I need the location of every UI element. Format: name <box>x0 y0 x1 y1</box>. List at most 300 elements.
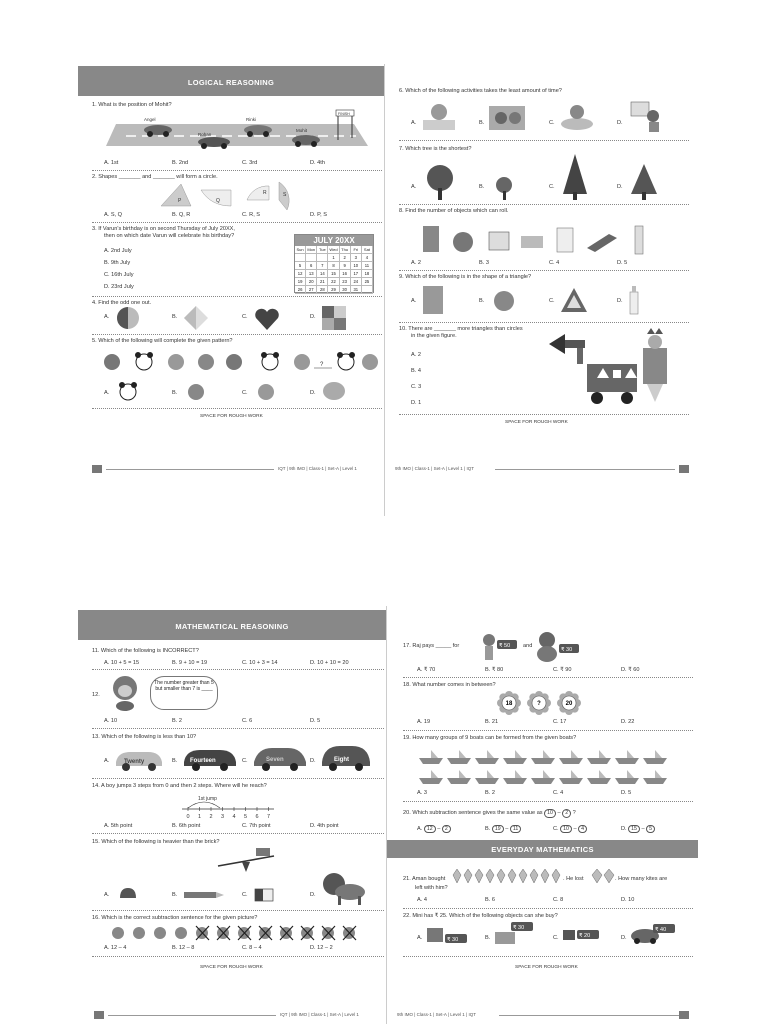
option-a[interactable]: A. 10 + 5 = 15 <box>104 660 140 666</box>
question-separator <box>92 222 382 223</box>
calendar-day: 29 <box>328 286 339 294</box>
car-label: Twenty <box>124 759 145 765</box>
question-20: 20. Which subtraction sentence gives the same value as 10 – 2 ? <box>403 810 576 816</box>
jump-label: 1st jump <box>198 796 217 802</box>
boat-sail <box>459 770 466 778</box>
bottle-icon <box>629 286 639 314</box>
option-a[interactable]: A. <box>104 390 110 396</box>
option-a[interactable]: A. 5th point <box>104 823 133 829</box>
calendar-weekday: Sat <box>362 246 373 254</box>
pencil-icon <box>184 890 224 900</box>
question-separator <box>92 296 382 297</box>
boat-sail <box>599 770 606 778</box>
panda-icon <box>261 352 279 370</box>
boat-sail <box>487 750 494 758</box>
option-a[interactable]: A. S, Q <box>104 212 123 218</box>
option-b[interactable]: B. 6th point <box>172 823 201 829</box>
boat-icon <box>475 778 499 784</box>
boat-icon <box>475 758 499 764</box>
crossed-object-icon <box>322 926 335 940</box>
flower-sequence-illustration <box>495 690 585 716</box>
calendar-day: 26 <box>295 286 306 294</box>
number-circle: 10 <box>544 809 556 818</box>
option-d[interactable]: D. 5 <box>310 718 321 724</box>
kite-icon <box>464 869 472 883</box>
calendar-day: 30 <box>340 286 351 294</box>
calendar-day: 9 <box>340 262 351 270</box>
option-b[interactable]: B. 21 <box>485 719 499 725</box>
calendar-day: 4 <box>362 254 373 262</box>
boat-sail <box>571 750 578 758</box>
question-separator <box>399 322 689 323</box>
calendar-day <box>362 286 373 294</box>
question-5: 5. Which of the following will complete the given pattern? <box>92 338 233 344</box>
calendar-title: JULY 20XX <box>295 235 373 246</box>
calendar-day: 22 <box>328 278 339 286</box>
question-21: 21. Aman bought <box>403 876 446 882</box>
number-line-label: 2 <box>209 814 213 820</box>
racer-name: Rohan <box>198 132 212 137</box>
section-banner-logical-reasoning: LOGICAL REASONING <box>78 66 384 96</box>
kite-icon <box>552 869 560 883</box>
car-icon <box>252 744 308 772</box>
boat-sail <box>627 750 634 758</box>
price-tag: ₹ 40 <box>655 927 667 933</box>
heart-icon <box>254 308 280 330</box>
option-c[interactable]: C. 7th point <box>242 823 271 829</box>
flower-number: 20 <box>565 701 573 707</box>
shape-label: S <box>283 192 287 198</box>
boat-sail <box>655 770 662 778</box>
teddy-with-price-tag-icon <box>535 630 583 662</box>
option-a[interactable]: A. 1st <box>104 160 119 166</box>
option-c[interactable]: C. <box>242 390 248 396</box>
car-label: Seven <box>266 757 284 763</box>
option-c[interactable]: C. <box>549 184 555 190</box>
boat-icon <box>503 778 527 784</box>
calendar-weekday: Mon <box>306 246 317 254</box>
calendar-day: 25 <box>362 278 373 286</box>
animal-pattern-illustration <box>102 348 372 376</box>
boat-icon <box>643 758 667 764</box>
footer-line <box>495 469 675 470</box>
squares-icon <box>322 306 346 330</box>
boats-grid-illustration <box>417 746 677 788</box>
flower-number: 18 <box>505 701 513 707</box>
activity-icon <box>421 102 457 132</box>
option-d[interactable]: D. <box>617 120 623 126</box>
option-d[interactable]: D. 22 <box>621 719 635 725</box>
option-b[interactable]: B. 9 + 10 = 19 <box>172 660 208 666</box>
item-with-price-tag-icon <box>563 924 607 946</box>
glass-icon <box>557 228 573 252</box>
option-c[interactable]: C. ₹ 90 <box>553 667 572 673</box>
car-label: Eight <box>334 757 349 763</box>
option-c[interactable]: C. 3rd <box>242 160 258 166</box>
elephant-icon <box>322 380 346 402</box>
option-d[interactable]: D. <box>617 184 623 190</box>
seesaw-with-brick-icon <box>216 846 276 874</box>
boat-sail <box>543 770 550 778</box>
question-separator <box>92 910 384 911</box>
book-icon <box>423 286 443 314</box>
page-footer: 9th IMO | Class-1 | Set-A | Level 1 | IQT <box>397 1012 476 1017</box>
boat-icon <box>559 778 583 784</box>
option-b[interactable]: B. 2 <box>172 718 182 724</box>
option-d[interactable]: D. <box>621 935 627 941</box>
car-label: Fourteen <box>190 758 216 764</box>
lion-icon <box>322 872 366 906</box>
calendar-weekday: Tue <box>317 246 328 254</box>
page-footer: IQT | 9th IMO | Class-1 | Set-A | Level 1 <box>280 1012 359 1017</box>
calendar-day: 17 <box>351 270 362 278</box>
option-d[interactable]: D. 10 <box>621 897 635 903</box>
option-c[interactable]: C. <box>242 892 248 898</box>
crossed-object-icon <box>238 926 251 940</box>
racer-name: Rinki <box>246 117 257 122</box>
question-22: 22. Mini has ₹ 25. Which of the following objects can she buy? <box>403 913 558 919</box>
question-separator <box>92 334 382 335</box>
calendar-day: 1 <box>328 254 339 262</box>
question-separator <box>403 677 693 678</box>
option-c[interactable]: C. 10 + 3 = 14 <box>242 660 278 666</box>
circle-pieces-illustration <box>161 182 311 212</box>
section-banner-everyday-mathematics: EVERYDAY MATHEMATICS <box>387 840 698 858</box>
question-14: 14. A boy jumps 3 steps from 0 and then 2 steps. Where will he reach? <box>92 783 267 789</box>
kite-icon <box>541 869 549 883</box>
object-icon <box>112 927 124 939</box>
calendar-weekday: Wed <box>329 247 338 252</box>
eraser-icon <box>254 888 274 902</box>
question-separator <box>399 270 689 271</box>
kite-icon <box>508 869 516 883</box>
option-a[interactable]: A. <box>411 120 417 126</box>
option-b[interactable]: B. 2nd <box>172 160 189 166</box>
question-3: 3. If Varun's birthday is on second Thursday of July 20XX, then on which date Varun will celebrate his birthday? <box>92 226 235 239</box>
option-c[interactable]: C. <box>553 935 559 941</box>
option-a[interactable]: A. 2 <box>411 352 421 358</box>
option-b[interactable]: B. <box>479 298 485 304</box>
question-separator <box>92 728 384 729</box>
option-c[interactable]: C. 4 <box>553 790 564 796</box>
calendar-day: 5 <box>295 262 306 270</box>
option-c[interactable]: C. 6 <box>242 718 253 724</box>
kite-icon <box>530 869 538 883</box>
footer-line <box>499 1015 679 1016</box>
calendar-day: 31 <box>351 286 362 294</box>
number-line-label: 0 <box>186 814 190 820</box>
option-c[interactable]: C. <box>549 120 555 126</box>
boat-icon <box>531 778 555 784</box>
number-flower-icon <box>497 691 521 715</box>
panda-icon <box>135 352 153 370</box>
price-tag: ₹ 20 <box>579 933 591 939</box>
question-13: 13. Which of the following is less than 10? <box>92 734 197 740</box>
race-track-illustration <box>106 110 376 156</box>
question-separator <box>92 669 384 670</box>
option-d[interactable]: D. 23rd July <box>104 284 134 290</box>
page2-right-column <box>387 606 698 1024</box>
question-2: 2. Shapes _______ and _______ will form a circle. <box>92 174 218 180</box>
crossed-objects-illustration <box>106 924 366 942</box>
footer-line <box>108 1015 276 1016</box>
q21-remaining: . How many kites are <box>615 876 668 882</box>
option-a[interactable]: A. <box>104 892 110 898</box>
page1-left-column <box>66 64 384 516</box>
question-18: 18. What number comes in between? <box>403 682 496 688</box>
calendar-day: 2 <box>340 254 351 262</box>
squirrel-icon <box>186 382 206 402</box>
kite-icon <box>497 869 505 883</box>
question-1: 1. What is the position of Mohit? <box>92 102 172 108</box>
item-with-price-tag-icon <box>427 924 471 946</box>
car-icon <box>320 742 372 772</box>
option-a[interactable]: A. <box>104 758 110 764</box>
option-b[interactable]: B. <box>479 120 485 126</box>
option-d[interactable]: D. ₹ 60 <box>621 667 640 673</box>
question-7: 7. Which tree is the shortest? <box>399 146 472 152</box>
option-a[interactable]: A. <box>104 314 110 320</box>
calendar-weekday: Thu <box>340 246 351 254</box>
option-b[interactable]: B. 19 – 11 <box>485 825 521 833</box>
option-b[interactable]: B. 9th July <box>104 260 131 266</box>
option-a[interactable]: A. 19 <box>417 719 431 725</box>
option-a[interactable]: A. <box>417 935 423 941</box>
page2-left-column <box>66 606 386 1024</box>
option-d[interactable]: D. 15 – 5 <box>621 825 655 833</box>
calendar-day: 8 <box>328 262 339 270</box>
boat-sail <box>487 770 494 778</box>
option-d[interactable]: D. P, S <box>310 212 327 218</box>
activity-icon <box>559 102 595 132</box>
calendar-day: 24 <box>351 278 362 286</box>
option-c[interactable]: C. R, S <box>242 212 261 218</box>
page-footer: 9th IMO | Class-1 | Set-A | Level 1 | IQT <box>395 466 474 471</box>
calendar-day: 11 <box>362 262 373 270</box>
shape-label: P <box>178 198 182 204</box>
number-circle: 2 <box>562 809 571 818</box>
kite-icon <box>486 869 494 883</box>
option-c[interactable]: C. 17 <box>553 719 567 725</box>
monkey-icon <box>110 674 140 710</box>
cap-icon <box>118 886 138 902</box>
option-d[interactable]: D. <box>617 298 623 304</box>
boat-icon <box>503 758 527 764</box>
calendar-day: 13 <box>306 270 317 278</box>
boat-sail <box>543 750 550 758</box>
boat-icon <box>643 778 667 784</box>
option-b[interactable]: B. ₹ 80 <box>485 667 504 673</box>
speech-bubble: The number greater than 5 but smaller than 7 is ____ <box>150 676 218 710</box>
exam-page-1 <box>66 64 698 516</box>
calendar-day <box>295 254 306 262</box>
option-c[interactable]: C. 10 – 4 <box>553 825 587 833</box>
half-circle-icon <box>116 306 140 330</box>
number-line-label: 6 <box>255 814 259 820</box>
option-b[interactable]: B. <box>485 935 491 941</box>
option-b[interactable]: B. Q, R <box>172 212 191 218</box>
kite-icon <box>475 869 483 883</box>
page-number-marker <box>679 465 689 473</box>
option-b[interactable]: B. <box>172 314 178 320</box>
activity-icon <box>489 102 525 132</box>
crossed-object-icon <box>196 926 209 940</box>
diamond-icon <box>184 306 208 330</box>
option-b[interactable]: B. <box>172 390 178 396</box>
activity-icon <box>627 100 663 132</box>
boat-sail <box>655 750 662 758</box>
option-c[interactable]: C. <box>242 758 248 764</box>
q21-left: left with him? <box>415 885 448 891</box>
boat-icon <box>587 778 611 784</box>
question-separator <box>92 778 384 779</box>
question-10: 10. There are _______ more triangles than circles in the given figure. <box>399 326 523 339</box>
option-d[interactable]: D. <box>310 390 316 396</box>
racer-name: Angel <box>144 117 156 122</box>
tree-icon <box>563 154 587 200</box>
boat-sail <box>515 770 522 778</box>
option-d[interactable]: D. 4th <box>310 160 325 166</box>
option-d[interactable]: D. 10 + 10 = 20 <box>310 660 349 666</box>
toy-car-with-price-tag-icon <box>629 920 677 946</box>
option-a[interactable]: A. ₹ 70 <box>417 667 436 673</box>
panda-icon <box>118 382 138 402</box>
boat-sail <box>459 750 466 758</box>
shape-label: Q <box>216 198 220 204</box>
boat-sail <box>571 770 578 778</box>
option-c[interactable]: C. 3 <box>411 384 422 390</box>
option-a[interactable]: A. 12 – 2 <box>417 825 451 833</box>
option-c[interactable]: C. <box>242 314 248 320</box>
option-b[interactable]: B. 6 <box>485 897 495 903</box>
page-number-marker <box>92 465 102 473</box>
q17-and: and <box>523 643 533 649</box>
question-9: 9. Which of the following is in the shape of a triangle? <box>399 274 532 280</box>
kite-icon <box>591 868 615 884</box>
option-d[interactable]: D. 5 <box>621 790 632 796</box>
calendar-day: 21 <box>317 278 328 286</box>
boat-icon <box>615 778 639 784</box>
calendar-day <box>306 254 317 262</box>
rough-work-label: SPACE FOR ROUGH WORK <box>200 965 263 970</box>
option-c[interactable]: C. 8 – 4 <box>242 945 262 951</box>
option-b[interactable]: B. <box>172 892 178 898</box>
boat-icon <box>559 758 583 764</box>
option-c[interactable]: C. 16th July <box>104 272 134 278</box>
option-a[interactable]: A. 3 <box>417 790 427 796</box>
option-c[interactable]: C. 8 <box>553 897 564 903</box>
question-16: 16. Which is the correct subtraction sentence for the given picture? <box>92 915 258 921</box>
crossed-object-icon <box>259 926 272 940</box>
section-banner-mathematical-reasoning: MATHEMATICAL REASONING <box>78 610 386 640</box>
option-a[interactable]: A. <box>411 184 417 190</box>
option-b[interactable]: B. 12 – 8 <box>172 945 195 951</box>
boat-sail <box>515 750 522 758</box>
q21-lost: . He lost <box>563 876 584 882</box>
number-flower-icon <box>527 691 551 715</box>
question-12: 12. <box>92 692 100 698</box>
rough-work-label: SPACE FOR ROUGH WORK <box>505 420 568 425</box>
kite-icon <box>519 869 527 883</box>
page-number-marker <box>94 1011 104 1019</box>
flower-number: ? <box>537 701 541 707</box>
option-b[interactable]: B. <box>479 184 485 190</box>
exam-page-2 <box>66 606 698 1024</box>
question-separator <box>403 801 693 802</box>
boat-icon <box>447 778 471 784</box>
calendar-day: 7 <box>317 262 328 270</box>
car-icon <box>114 746 164 772</box>
calendar-day: 27 <box>306 286 317 294</box>
crossed-object-icon <box>217 926 230 940</box>
price-tag: ₹ 50 <box>499 643 511 649</box>
race-car-icon <box>198 137 230 149</box>
object-icon <box>175 927 187 939</box>
option-d[interactable]: D. <box>310 314 316 320</box>
option-a[interactable]: A. 4 <box>417 897 427 903</box>
question-6: 6. Which of the following activities takes the least amount of time? <box>399 88 562 94</box>
calendar-day: 12 <box>295 270 306 278</box>
july-calendar <box>294 234 374 293</box>
option-b[interactable]: B. 3 <box>479 260 489 266</box>
question-17: 17. Raj pays _____ for <box>403 643 460 649</box>
calendar-day <box>317 254 328 262</box>
robot-toy-icon <box>423 226 439 252</box>
candle-icon <box>635 226 643 254</box>
option-b[interactable]: B. 4 <box>411 368 421 374</box>
option-b[interactable]: B. <box>172 758 178 764</box>
kites-row-illustration <box>451 868 561 886</box>
monkey-icon <box>256 382 276 402</box>
boat-icon <box>587 758 611 764</box>
question-separator <box>403 908 693 909</box>
price-tag: ₹ 30 <box>561 647 573 653</box>
option-d[interactable]: D. 4th point <box>310 823 339 829</box>
boat-sail <box>431 770 438 778</box>
question-separator <box>92 170 382 171</box>
number-line-label: 1 <box>198 814 202 820</box>
calendar-day: 16 <box>340 270 351 278</box>
option-d[interactable]: D. 1 <box>411 400 422 406</box>
option-b[interactable]: B. 2 <box>485 790 495 796</box>
option-d[interactable]: D. <box>310 892 316 898</box>
shapes-figure-illustration <box>543 328 673 410</box>
calendar-day: 19 <box>295 278 306 286</box>
option-c[interactable]: C. <box>549 298 555 304</box>
calendar-day: 20 <box>306 278 317 286</box>
page-number-marker <box>679 1011 689 1019</box>
option-d[interactable]: D. 12 – 2 <box>310 945 333 951</box>
boat-icon <box>447 758 471 764</box>
option-d[interactable]: D. <box>310 758 316 764</box>
option-a[interactable]: A. 12 – 4 <box>104 945 127 951</box>
crossed-object-icon <box>343 926 356 940</box>
option-a[interactable]: A. 2 <box>411 260 421 266</box>
option-a[interactable]: A. 10 <box>104 718 118 724</box>
footer-line <box>106 469 274 470</box>
boat-sail <box>431 750 438 758</box>
calendar-day: 28 <box>317 286 328 294</box>
eraser-icon <box>521 236 543 248</box>
option-a[interactable]: A. 2nd July <box>104 248 132 254</box>
option-a[interactable]: A. <box>411 298 417 304</box>
tree-icon <box>631 164 657 200</box>
option-d[interactable]: D. 5 <box>617 260 628 266</box>
rough-work-label: SPACE FOR ROUGH WORK <box>200 414 263 419</box>
question-separator <box>92 956 384 957</box>
option-c[interactable]: C. 4 <box>549 260 560 266</box>
question-separator <box>399 414 689 415</box>
